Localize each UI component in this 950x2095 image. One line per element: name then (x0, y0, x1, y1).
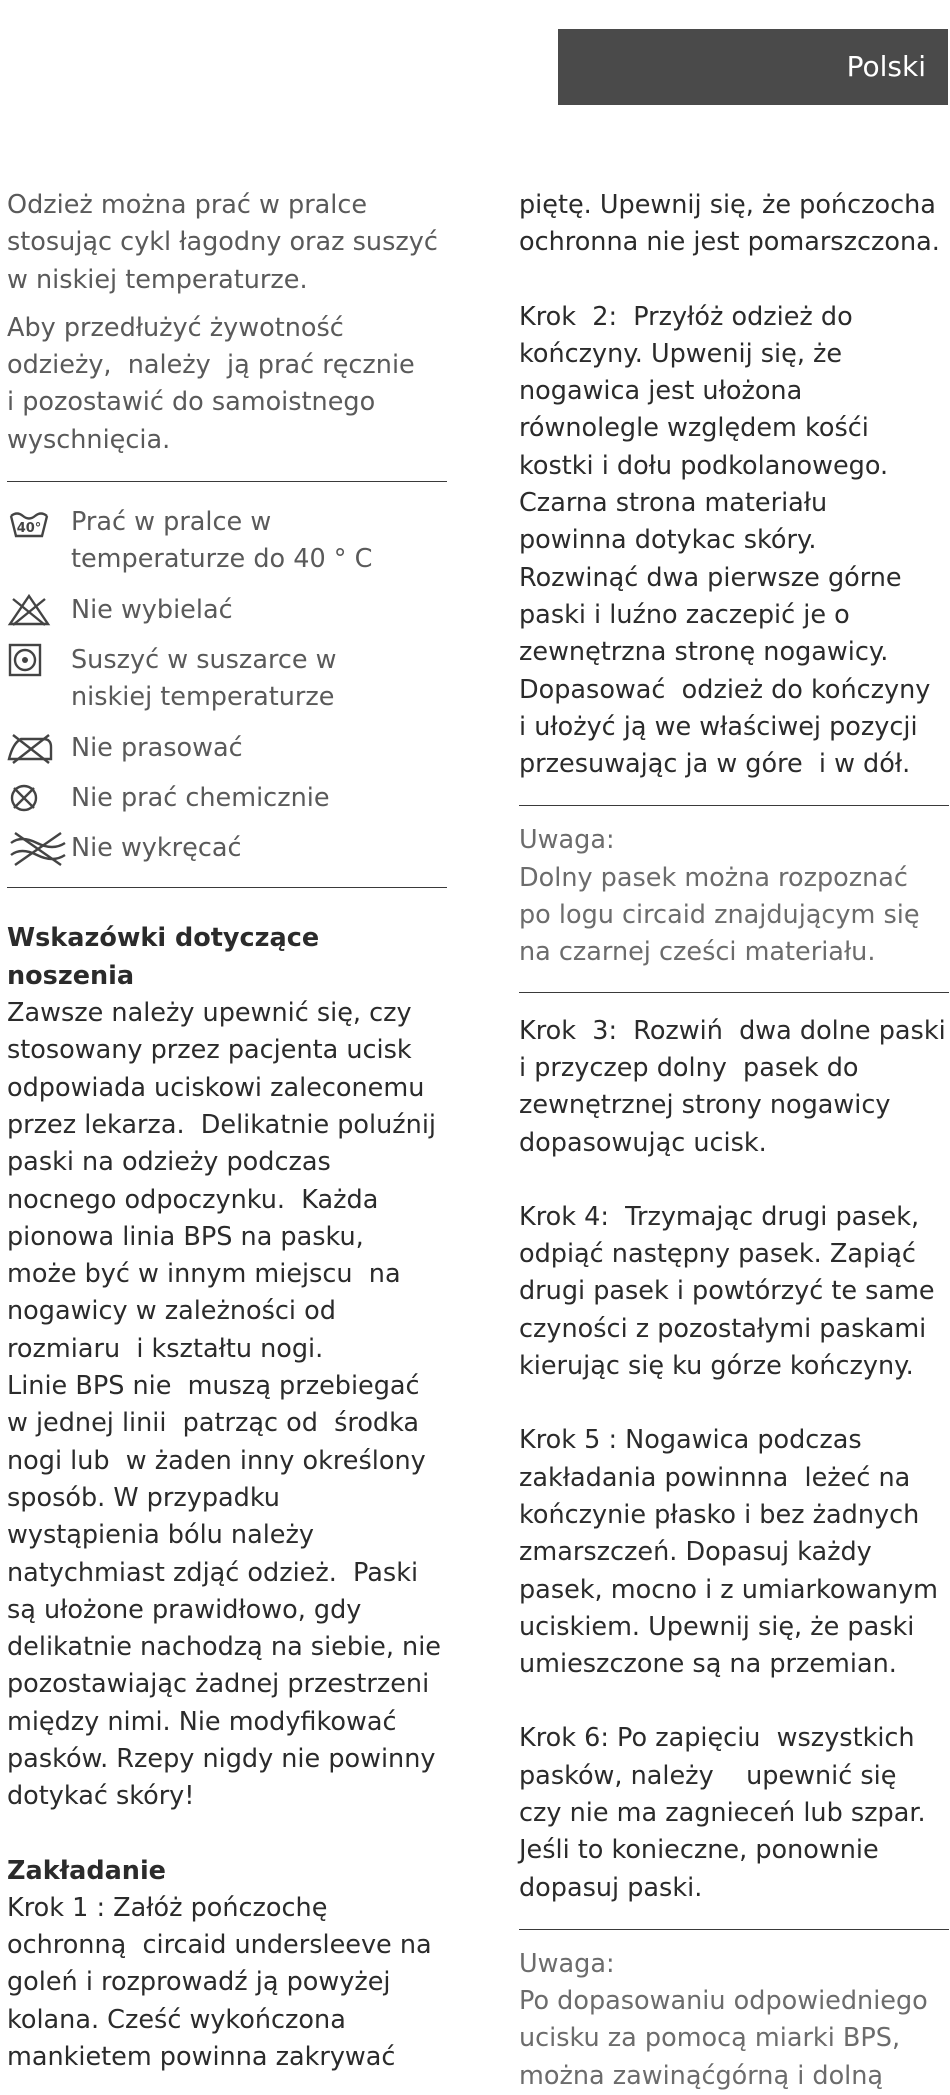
left-column (7, 187, 447, 2076)
no-dry-clean-icon (7, 780, 71, 817)
step-5: Krok 5 : Nogawica podczas zakładania powinnna leżeć na kończynie płasko i bez żadnych zmarszczeń. Dopasuj każdy pasek, mocno i z umiarkowanym uciskiem. Upewnij się, że paski umieszczone są na przemian. (519, 1425, 939, 1680)
step-3: Krok 3: Rozwiń dwa dolne paski i przyczep dolny pasek do zewnętrznej strony nogawicy dopasowując ucisk. (519, 1015, 946, 1158)
care-item-wash: 40° Prać w pralce w temperaturze do 40 ° C (7, 504, 447, 579)
intro-paragraph-2: Aby przedłużyć żywotność odzieży, należy ją prać ręcznie i pozostawić do samoistnego wyschnięcia. (7, 312, 415, 455)
note-label: Uwaga: (519, 1948, 615, 1979)
note-1: Uwaga: Dolny pasek można rozpoznać po logu circaid znajdującym się na czarnej cześci materiału. (519, 822, 949, 971)
care-symbols-list (7, 504, 447, 867)
right-column (519, 187, 949, 2095)
donning-section (7, 1853, 447, 2077)
wash-40-icon (7, 504, 71, 541)
tumble-dry-low-icon (7, 642, 71, 679)
divider (519, 1929, 949, 1930)
tips-body: Zawsze należy upewnić się, czy stosowany przez pacjenta ucisk odpowiada uciskowi zaleconemu przez lekarza. Delikatnie poluźnij paski na odzieży podczas nocnego odpoczynku. Każda pionowa linia BPS na pasku, może być w innym miejscu na nogawicy w zależności od rozmiaru i kształtu nogi. Linie BPS nie muszą przebiegać w jednej linii patrząc od środka nogi lub w żaden inny określony sposób. W przypadku wystąpienia bólu należy natychmiast zdjąć odzież. Paski są ułożone prawidłowo, gdy delikatnie nachodzą na siebie, nie pozostawiając żadnej przestrzeni między nimi. Nie modyfikować pasków. Rzepy nigdy nie powinny dotykać skóry! (7, 998, 441, 1812)
care-item-no-wring: Nie wykręcać (7, 830, 447, 867)
tips-heading-line-2: noszenia (7, 960, 135, 991)
no-wring-icon (7, 830, 71, 867)
language-tab[interactable]: Polski (558, 29, 948, 105)
note-label: Uwaga: (519, 825, 615, 856)
tips-section (7, 920, 447, 1815)
svg-text:40°: 40° (16, 520, 42, 536)
intro-paragraph-1: Odzież można prać w pralce stosując cykl łagodny oraz suszyć w niskiej temperaturze. (7, 190, 438, 295)
no-iron-icon (7, 730, 71, 767)
donning-step-1: Krok 1 : Załóż pończochę ochronną circaid undersleeve na goleń i rozprowadź ją powyżej kolana. Cześć wykończona mankietem powinna zakrywać (7, 1892, 432, 2073)
divider (7, 887, 447, 888)
divider (519, 992, 949, 993)
step-4: Krok 4: Trzymając drugi pasek, odpiąć następny pasek. Zapiąć drugi pasek i powtórzyć te same czyności z pozostałymi paskami kierując się ku górze kończyny. (519, 1201, 935, 1382)
step-6: Krok 6: Po zapięciu wszystkich pasków, należy upewnić się czy nie ma zagnieceń lub szpar. Jeśli to konieczne, ponownie dopasuj paski. (519, 1723, 926, 1903)
care-item-tumble-dry: Suszyć w suszarce w niskiej temperaturze (7, 642, 447, 717)
care-item-no-iron: Nie prasować (7, 730, 447, 767)
no-bleach-icon (7, 592, 71, 629)
care-item-no-dry-clean: Nie prać chemicznie (7, 780, 447, 817)
divider (7, 481, 447, 482)
donning-heading: Zakładanie (7, 1855, 166, 1886)
care-item-no-bleach: Nie wybielać (7, 592, 447, 629)
step-1-continued: piętę. Upewnij się, że pończocha ochronna nie jest pomarszczona. (519, 190, 940, 258)
divider (519, 805, 949, 806)
note-2: Uwaga: Po dopasowaniu odpowiedniego ucisku za pomocą miarki BPS, można zawinąćgórną i dolną (519, 1946, 949, 2095)
step-2: Krok 2: Przyłóż odzież do kończyny. Upwenij się, że nogawica jest ułożona równolegle względem kośći kostki i dołu podkolanowego. Czarna strona materiału powinna dotykac skóry. Rozwinąć dwa pierwsze górne paski i luźno zaczepić je o zewnętrzna stronę nogawicy. Dopasować odzież do kończyny i ułożyć ją we właściwej pozycji przesuwając ja w góre i w dół. (519, 301, 931, 780)
tips-heading: Wskazówki dotyczące (7, 923, 320, 954)
